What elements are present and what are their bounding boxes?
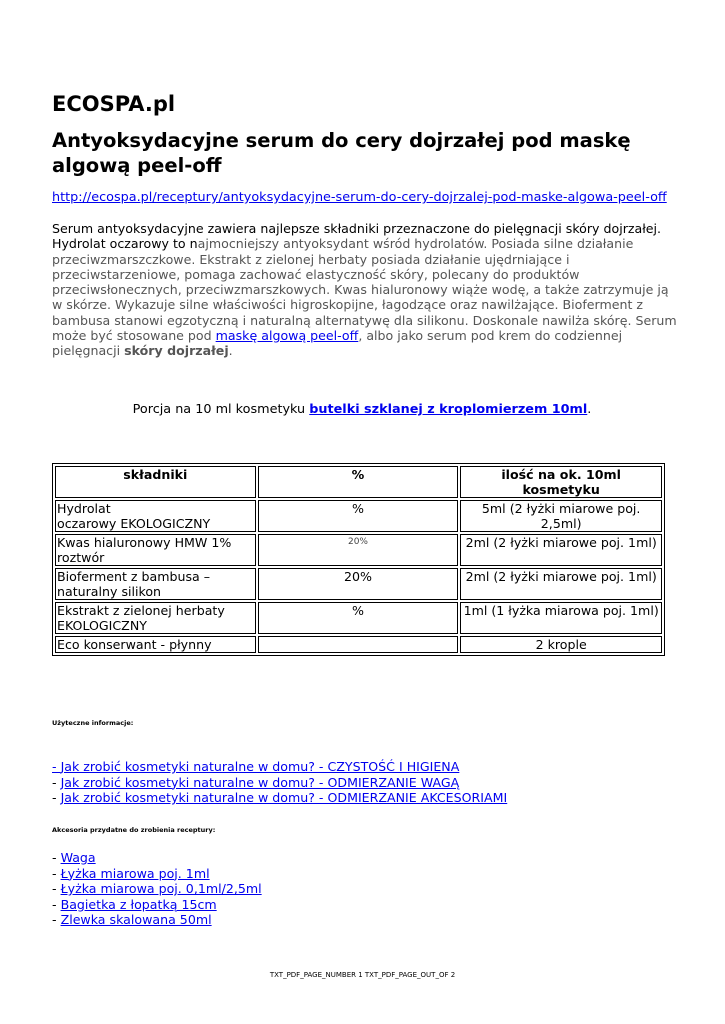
ingredient-name: Hydrolat: [57, 501, 111, 516]
description-end: .: [228, 343, 233, 359]
page-title: Antyoksydacyjne serum do cery dojrzałej pod maskę algową peel-off: [52, 129, 631, 177]
list-item: - Jak zrobić kosmetyki naturalne w domu? - ODMIERZANIE WAGĄ: [52, 774, 460, 790]
list-item: - Jak zrobić kosmetyki naturalne w domu? - ODMIERZANIE AKCESORIAMI: [52, 790, 508, 805]
amount-cell: 2ml (2 łyżki miarowe poj. 1ml): [460, 534, 662, 566]
list-item: - Zlewka skalowana 50ml: [52, 912, 212, 927]
table-header-row: [55, 466, 662, 498]
header-ingredients: składniki: [55, 466, 256, 498]
table-row: [55, 500, 662, 532]
list-item: - Łyżka miarowa poj. 1ml: [52, 865, 210, 881]
ingredient-name-cont: oczarowy EKOLOGICZNY: [57, 516, 211, 531]
description-after-link: , albo jako serum pod krem do codziennej pielęgnacji: [52, 328, 623, 359]
amount-cell: 5ml (2 łyżki miarowe poj. 2,5ml): [460, 500, 662, 532]
header-amount: ilość na ok. 10ml kosmetyku: [460, 466, 662, 498]
description-intro: Serum antyoksydacyjne zawiera najlepsze składniki przeznaczone do pielęgnacji skóry dojrzałej. Hydrolat oczarowy to n: [52, 221, 662, 252]
portion-prefix: Porcja na 10 ml kosmetyku: [132, 402, 310, 417]
ingredient-cell: [55, 534, 256, 566]
amount-cell: 2ml (2 łyżki miarowe poj. 1ml): [460, 568, 662, 600]
percent-cell: [258, 636, 459, 653]
ingredient-name-cont: naturalny silikon: [57, 584, 162, 599]
description-paragraph: [52, 221, 677, 359]
table-row: [55, 636, 662, 653]
useful-link-scale[interactable]: Jak zrobić kosmetyki naturalne w domu? - ODMIERZANIE WAGĄ: [60, 774, 460, 790]
accessory-link-spoon-1ml[interactable]: Łyżka miarowa poj. 1ml: [60, 865, 210, 881]
useful-link-accessories[interactable]: Jak zrobić kosmetyki naturalne w domu? - ODMIERZANIE AKCESORIAMI: [60, 790, 508, 805]
dropper-bottle-link[interactable]: butelki szklanej z kroplomierzem 10ml: [309, 402, 588, 417]
percent-cell: 20%: [258, 568, 459, 600]
table-row: [55, 602, 662, 634]
amount-cell: 2 krople: [460, 636, 662, 653]
ingredient-name-cont: roztwór: [57, 550, 105, 565]
ingredient-name-cont: EKOLOGICZNY: [57, 618, 147, 633]
accessory-link-beaker[interactable]: Zlewka skalowana 50ml: [60, 912, 212, 927]
useful-link-hygiene[interactable]: - Jak zrobić kosmetyki naturalne w domu? - CZYSTOŚĆ I HIGIENA: [52, 759, 460, 774]
percent-cell: %: [258, 602, 459, 634]
portion-line: [52, 402, 672, 417]
percent-cell: 20%: [258, 534, 459, 566]
accessories-heading: Akcesoria przydatne do zrobienia receptury:: [52, 826, 216, 834]
percent-cell: %: [258, 500, 459, 532]
ingredient-name: Ekstrakt z zielonej herbaty: [57, 603, 225, 618]
useful-links-list: [52, 759, 507, 806]
ingredients-table: [52, 463, 665, 656]
table-row: [55, 534, 662, 566]
ingredient-cell: Eco konserwant - płynny: [55, 636, 256, 653]
accessory-link-spoon-small[interactable]: Łyżka miarowa poj. 0,1ml/2,5ml: [60, 881, 262, 896]
useful-info-heading: Użyteczne informacje:: [52, 719, 134, 727]
ingredient-name: Bioferment z bambusa –: [57, 569, 211, 584]
peel-off-mask-link[interactable]: maskę algową peel-off: [215, 328, 359, 344]
accessories-list: [52, 850, 262, 928]
ingredient-cell: [55, 602, 256, 634]
ingredient-cell: [55, 568, 256, 600]
amount-cell: 1ml (1 łyżka miarowa poj. 1ml): [460, 602, 662, 634]
description-body: ajmocniejszy antyoksydant wśród hydrolatów. Posiada silne działanie przeciwzmarszczkowe. Ekstrakt z zielonej herbaty posiada działanie ujędrniające i przeciwstarzeniowe, pomaga zachować elastyczność skóry, polecany do produktów przeciwsłonecznych, przeciwzmarszkowych. Kwas hialuronowy wiąże wodę, a także zatrzymuje ją w skórze. Wykazuje silne właściwości higroskopijne, łagodzące oraz nawilżające. Bioferment z bambusa stanowi egzotyczną i naturalną alternatywę dla silikonu. Doskonale nawilża skórę. Serum może być stosowane pod: [52, 236, 677, 344]
list-item: - Waga: [52, 850, 96, 865]
portion-suffix: .: [587, 402, 592, 417]
description-bold: skóry dojrzałej: [124, 343, 229, 359]
list-item: [52, 759, 507, 775]
source-url-link[interactable]: http://ecospa.pl/receptury/antyoksydacyjne-serum-do-cery-dojrzalej-pod-maske-algowa-peel-off: [52, 190, 667, 205]
site-title: ECOSPA.pl: [52, 92, 176, 116]
ingredient-cell: [55, 500, 256, 532]
table-row: [55, 568, 662, 600]
header-percent: %: [258, 466, 459, 498]
list-item: - Łyżka miarowa poj. 0,1ml/2,5ml: [52, 881, 262, 896]
accessory-link-scale[interactable]: Waga: [60, 850, 96, 865]
ingredient-name: Kwas hialuronowy HMW 1%: [57, 535, 232, 550]
page-footer: TXT_PDF_PAGE_NUMBER 1 TXT_PDF_PAGE_OUT_OF 2: [269, 971, 456, 979]
accessory-link-stirrer[interactable]: Bagietka z łopatką 15cm: [60, 896, 217, 912]
list-item: - Bagietka z łopatką 15cm: [52, 896, 217, 912]
